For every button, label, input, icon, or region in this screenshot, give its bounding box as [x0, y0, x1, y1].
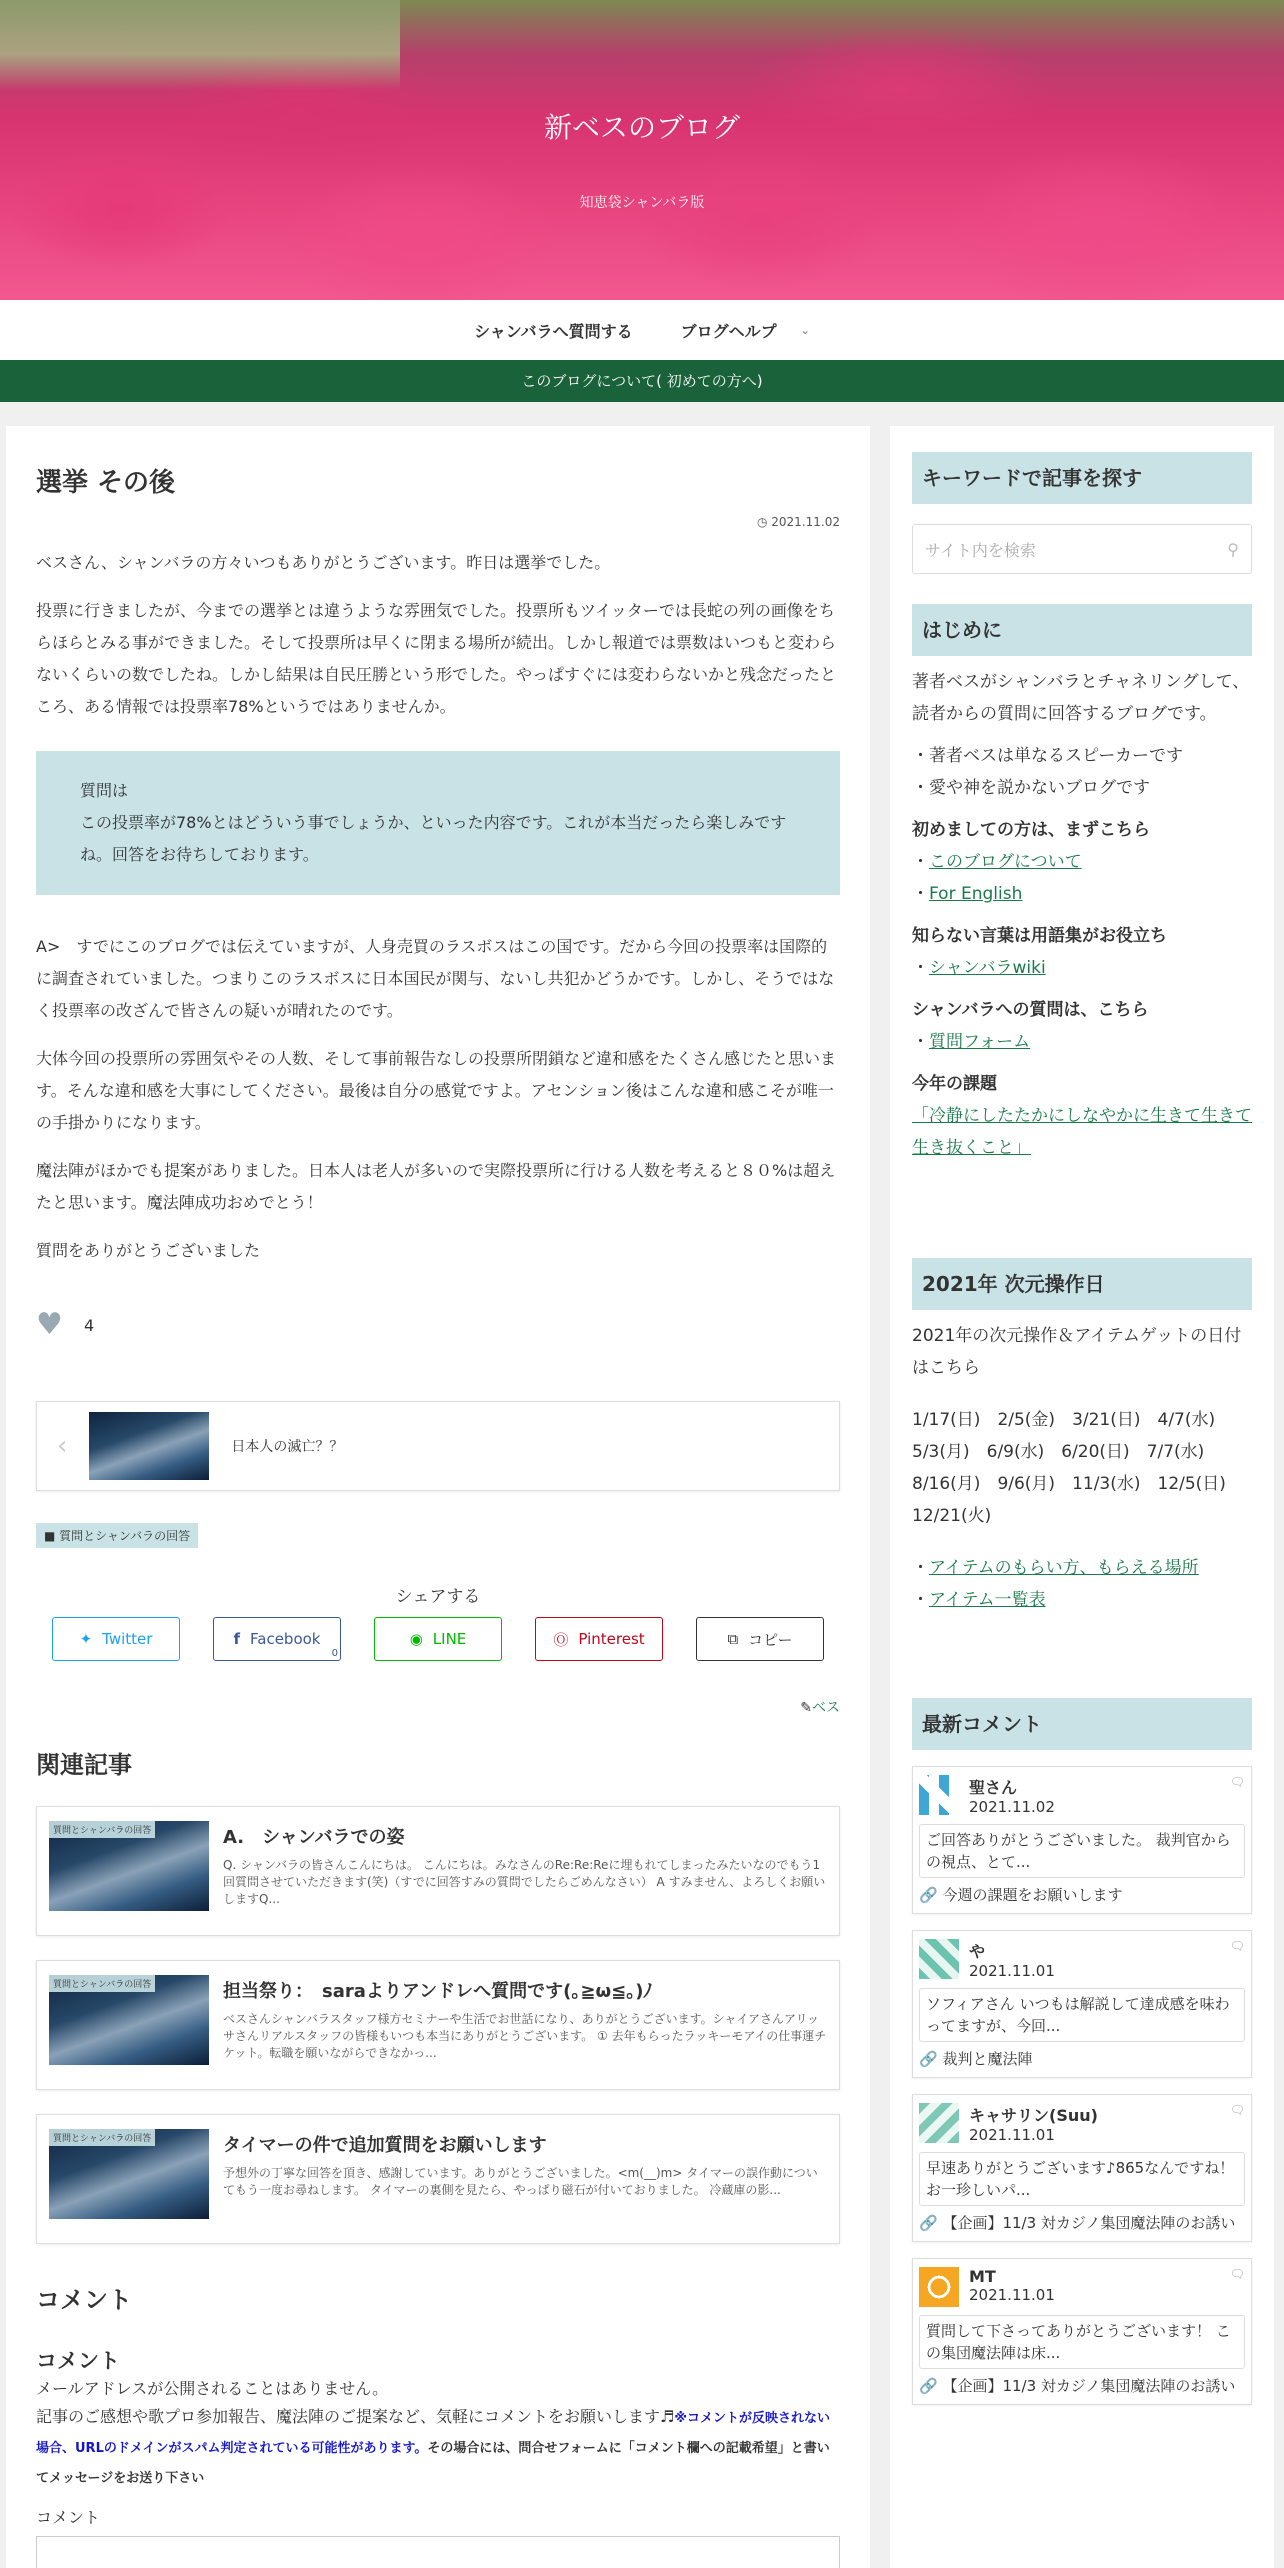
- related-category-label: 質問とシャンバラの回答: [49, 1975, 155, 1992]
- comment-author: MT: [969, 2267, 996, 2286]
- related-card[interactable]: [36, 2114, 840, 2244]
- share-buttons: [52, 1617, 824, 1661]
- header-image-grass: [0, 0, 400, 90]
- line-icon: ◉: [409, 1630, 423, 1648]
- related-title: A. シャンバラでの姿: [223, 1827, 405, 1848]
- intro-widget-title: はじめに: [912, 604, 1252, 656]
- link-row: ・For English: [912, 884, 1023, 904]
- question-box: [36, 751, 840, 895]
- theme-link[interactable]: 「冷静にしたたかにしなやかに生きて生きて生き抜くこと」: [912, 1106, 1252, 1158]
- chevron-down-icon: ⌄: [800, 323, 810, 337]
- link-icon: 🔗: [919, 2377, 938, 2395]
- glossary-heading: 知らない言葉は用語集がお役立ち: [912, 926, 1167, 946]
- main-content: [6, 426, 870, 2568]
- author-link[interactable]: [36, 1697, 840, 1717]
- facebook-share-count: 0: [331, 1648, 338, 1659]
- ops-date-row: 5/3(月) 6/9(水) 6/20(日) 7/7(水): [912, 1442, 1205, 1462]
- prev-post-title: 日本人の滅亡？？: [231, 1439, 344, 1455]
- line-share-label: LINE: [432, 1630, 467, 1648]
- facebook-share-button[interactable]: [213, 1617, 341, 1661]
- related-card[interactable]: [36, 1960, 840, 2090]
- items-howto-link[interactable]: アイテムのもらい方、もらえる場所: [929, 1558, 1199, 1578]
- related-category-label: 質問とシャンバラの回答: [49, 1821, 155, 1838]
- question-form-heading: シャンバラへの質問は、こちら: [912, 1000, 1149, 1020]
- question-form-link[interactable]: 質問フォーム: [929, 1032, 1031, 1052]
- about-link[interactable]: このブログについて: [929, 852, 1082, 872]
- comment-post-title: 今週の課題をお願いします: [942, 1886, 1123, 1904]
- search-icon[interactable]: ⚲: [1227, 539, 1239, 559]
- comment-excerpt: ソフィアさん いつもは解説して達成感を味わってますが、今回...: [919, 1988, 1245, 2042]
- related-thumbnail: [49, 1821, 209, 1911]
- spam-warning: ※コメントが反映されない場合、URLのドメインがスパム判定されている可能性があります。: [36, 2411, 830, 2456]
- nav-item-help[interactable]: [681, 319, 810, 342]
- email-note: メールアドレスが公開されることはありません。: [36, 2379, 389, 2398]
- line-share-button[interactable]: [374, 1617, 502, 1661]
- avatar: [919, 1939, 959, 1979]
- comment-invite: 記事のご感想や歌プロ参加報告、魔法陣のご提案など、気軽にコメントをお願いします♬: [36, 2407, 675, 2426]
- search-widget-title: キーワードで記事を探す: [912, 452, 1252, 504]
- comment-date: 2021.11.01: [969, 2126, 1055, 2144]
- article-intro: ベスさん、シャンバラの方々いつもありがとうございます。昨日は選挙でした。: [36, 553, 611, 572]
- copy-share-button[interactable]: [696, 1617, 824, 1661]
- prev-post-thumbnail: [89, 1412, 209, 1480]
- spam-warning-contact: その場合には、問合せフォームに「コメント欄への記載希望」と書いてメッセージをお送り下さい: [36, 2441, 830, 2486]
- facebook-share-label: Facebook: [250, 1630, 321, 1648]
- post-date-text: 2021.11.02: [771, 515, 840, 529]
- comment-excerpt: 早速ありがとうございます♪865なんですね！ お一珍しいパ...: [919, 2152, 1245, 2206]
- category-tag-label: 質問とシャンバラの回答: [59, 1529, 191, 1543]
- comment-post-link[interactable]: [919, 2212, 1245, 2233]
- related-heading: 関連記事: [36, 1751, 132, 1779]
- recent-comment[interactable]: [912, 1766, 1252, 1914]
- comment-author: や: [969, 1942, 986, 1961]
- comment-post-title: 【企画】11/3 対カジノ集団魔法陣のお誘い: [942, 2214, 1236, 2232]
- recent-comments-title: 最新コメント: [912, 1698, 1252, 1750]
- link-icon: 🔗: [919, 2050, 938, 2068]
- comment-date: 2021.11.01: [969, 1962, 1055, 1980]
- link-row: ・シャンバラwiki: [912, 958, 1046, 978]
- avatar: [919, 2103, 959, 2143]
- site-tagline: 知恵袋シャンバラ版: [579, 195, 705, 211]
- author-name[interactable]: ベス: [812, 1700, 840, 1716]
- related-thumbnail: [49, 2129, 209, 2219]
- pencil-icon: ✎: [800, 1700, 812, 1716]
- pinterest-share-label: Pinterest: [578, 1630, 645, 1648]
- global-nav: [0, 300, 1284, 360]
- first-visit-heading: 初めましての方は、まずこちら: [912, 820, 1150, 840]
- speech-bubble-icon: 🗨: [1229, 2103, 1245, 2117]
- site-header: [0, 0, 1284, 300]
- speech-bubble-icon: 🗨: [1229, 2267, 1245, 2281]
- comment-post-link[interactable]: [919, 2375, 1245, 2396]
- avatar: [919, 1775, 959, 1815]
- sidebar: [890, 426, 1274, 2568]
- recent-comment[interactable]: [912, 2094, 1252, 2242]
- category-tag[interactable]: [36, 1523, 198, 1548]
- related-excerpt: 予想外の丁寧な回答を頂き、感謝しています。ありがとうございました。<m(__)m> タイマーの誤作動についてもう一度お尋ねします。 タイマーの裏側を見たら、やっぱり磁石が付いておりました。 冷蔵庫の影...: [223, 2166, 818, 2197]
- items-list-link[interactable]: アイテム一覧表: [929, 1590, 1046, 1610]
- speech-bubble-icon: 🗨: [1229, 1939, 1245, 1953]
- recent-comment[interactable]: [912, 1930, 1252, 2078]
- answer-paragraph-3: 魔法陣がほかでも提案がありました。日本人は老人が多いので実際投票所に行ける人数を考えると８０%は超えたと思います。魔法陣成功おめでとう！: [36, 1161, 836, 1212]
- comment-form-heading: コメント: [36, 2349, 120, 2373]
- search-input[interactable]: [912, 524, 1252, 574]
- english-link[interactable]: For English: [929, 884, 1023, 904]
- comment-field-label: コメント: [36, 2508, 101, 2527]
- comment-post-link[interactable]: [919, 2048, 1245, 2069]
- search-placeholder: サイト内を検索: [925, 540, 1036, 560]
- intro-bullet: ・著者ベスは単なるスピーカーです: [912, 746, 1183, 766]
- link-row: ・このブログについて: [912, 852, 1082, 872]
- related-thumbnail: [49, 1975, 209, 2065]
- folder-icon: ■: [44, 1529, 56, 1543]
- like-area: [36, 1307, 840, 1342]
- theme-heading: 今年の課題: [912, 1074, 997, 1094]
- link-icon: 🔗: [919, 1886, 938, 1904]
- question-text: この投票率が78%とはどういう事でしょうか、といった内容です。これが本当だったら楽しみですね。回答をお待ちしております。: [80, 813, 787, 864]
- like-count: 4: [84, 1315, 95, 1335]
- thanks-text: 質問をありがとうございました: [36, 1241, 261, 1260]
- nav-item-label: シャンバラへ質問する: [474, 321, 633, 341]
- ops-widget-title: 2021年 次元操作日: [912, 1258, 1252, 1310]
- related-title: タイマーの件で追加質問をお願いします: [223, 2135, 547, 2156]
- chevron-left-icon: ‹: [57, 1431, 68, 1461]
- link-row: ・質問フォーム: [912, 1032, 1031, 1052]
- share-title: シェアする: [395, 1587, 481, 1607]
- comment-excerpt: 質問して下さってありがとうございます！ この集団魔法陣は床...: [919, 2315, 1245, 2369]
- pinterest-icon: Ⓞ: [553, 1630, 569, 1649]
- question-label: 質問は: [80, 781, 129, 800]
- related-category-label: 質問とシャンバラの回答: [49, 2129, 155, 2146]
- comment-post-link[interactable]: [919, 1884, 1245, 1905]
- comment-textarea[interactable]: [36, 2536, 840, 2568]
- answer-paragraph-1: A> すでにこのブログでは伝えていますが、人身売買のラスボスはこの国です。だから今回の投票率は国際的に調査されていました。つまりこのラスボスに日本国民が関与、ないし共犯かどうかです。しかし、そうではなく投票率の改ざんで皆さんの疑いが晴れたのです。: [36, 937, 835, 1020]
- clock-icon: ◷: [756, 515, 768, 529]
- nav-item-label: ブログヘルプ: [680, 321, 777, 341]
- ops-date-row: 12/21(火): [912, 1506, 992, 1526]
- article-title: 選挙 その後: [36, 468, 176, 498]
- link-icon: 🔗: [919, 2214, 938, 2232]
- answer-paragraph-2: 大体今回の投票所の雰囲気やその人数、そして事前報告なしの投票所閉鎖など違和感をたくさん感じたと思います。そんな違和感を大事にしてください。最後は自分の感覚ですよ。アセンション後はこんな違和感こそが唯一の手掛かりになります。: [36, 1049, 837, 1132]
- comment-date: 2021.11.02: [969, 1798, 1055, 1816]
- comment-author: キャサリン(Suu): [969, 2106, 1098, 2125]
- copy-icon: ⧉: [727, 1630, 739, 1648]
- related-card[interactable]: [36, 1806, 840, 1936]
- speech-bubble-icon: 🗨: [1229, 1775, 1245, 1789]
- link-row: ・アイテム一覧表: [912, 1590, 1046, 1610]
- avatar: [919, 2267, 959, 2307]
- comment-guidance: [36, 2403, 840, 2493]
- link-row: ・アイテムのもらい方、もらえる場所: [912, 1558, 1199, 1578]
- post-date: [36, 515, 840, 529]
- comment-date: 2021.11.01: [969, 2286, 1055, 2304]
- related-excerpt: Q. シャンバラの皆さんこんにちは。 こんにちは。みなさんのRe:Re:Reに埋もれてしまったみたいなのでもう1回質問させていただきます(笑)（すでに回答すみの質問でしたらごめんなさい） A すみません、よろしくお願いしますQ...: [223, 1858, 826, 1906]
- comment-post-title: 【企画】11/3 対カジノ集団魔法陣のお誘い: [942, 2377, 1236, 2395]
- twitter-icon: ✦: [79, 1630, 93, 1648]
- facebook-icon: f: [233, 1630, 241, 1648]
- ops-text: 2021年の次元操作＆アイテムゲットの日付はこちら: [912, 1326, 1242, 1378]
- article-body: 投票に行きましたが、今までの選挙とは違うような雰囲気でした。投票所もツイッターでは長蛇の列の画像をちらほらとみる事ができました。そして投票所は早くに閉まる場所が続出。しかし報道では票数はいつもと変わらないくらいの数でしたね。しかし結果は自民圧勝という形でした。やっぱすぐには変わらないかと残念だったところ、ある情報では投票率78%というではありませんか。: [36, 601, 837, 716]
- comments-heading: コメント: [36, 2286, 132, 2314]
- pinterest-share-button[interactable]: [535, 1617, 663, 1661]
- intro-text: 著者ベスがシャンバラとチャネリングして、読者からの質問に回答するブログです。: [912, 672, 1250, 724]
- recent-comment[interactable]: [912, 2258, 1252, 2405]
- nav-item-ask[interactable]: [474, 319, 633, 342]
- comment-post-title: 裁判と魔法陣: [942, 2050, 1033, 2068]
- copy-share-label: コピー: [748, 1630, 793, 1649]
- twitter-share-label: Twitter: [102, 1630, 153, 1648]
- related-title: 担当祭り： saraよりアンドレへ質問です(｡≧ω≦｡)ﾉ: [223, 1981, 653, 2002]
- heart-icon[interactable]: ♥: [36, 1307, 63, 1342]
- twitter-share-button[interactable]: [52, 1617, 180, 1661]
- comment-excerpt: ご回答ありがとうございました。 裁判官からの視点、とて...: [919, 1824, 1245, 1878]
- wiki-link[interactable]: シャンバラwiki: [929, 958, 1046, 978]
- prev-post-card[interactable]: [36, 1401, 840, 1491]
- related-excerpt: ベスさんシャンバラスタッフ様方セミナーや生活でお世話になり、ありがとうございます。シャイアさんアリッサさんリアルスタッフの皆様もいつも本当にありがとうございます。 ① 去年もらったラッキーモアイの仕事運チケット。転職を願いながらできなかっ...: [223, 2012, 827, 2060]
- comment-author: 聖さん: [969, 1778, 1018, 1797]
- intro-bullet: ・愛や神を説かないブログです: [912, 778, 1150, 798]
- ops-date-row: 1/17(日) 2/5(金) 3/21(日) 4/7(水): [912, 1410, 1216, 1430]
- ops-date-row: 8/16(月) 9/6(月) 11/3(水) 12/5(日): [912, 1474, 1226, 1494]
- notice-bar-about[interactable]: このブログについて( 初めての方へ): [0, 360, 1284, 402]
- site-title[interactable]: 新ベスのブログ: [543, 111, 740, 144]
